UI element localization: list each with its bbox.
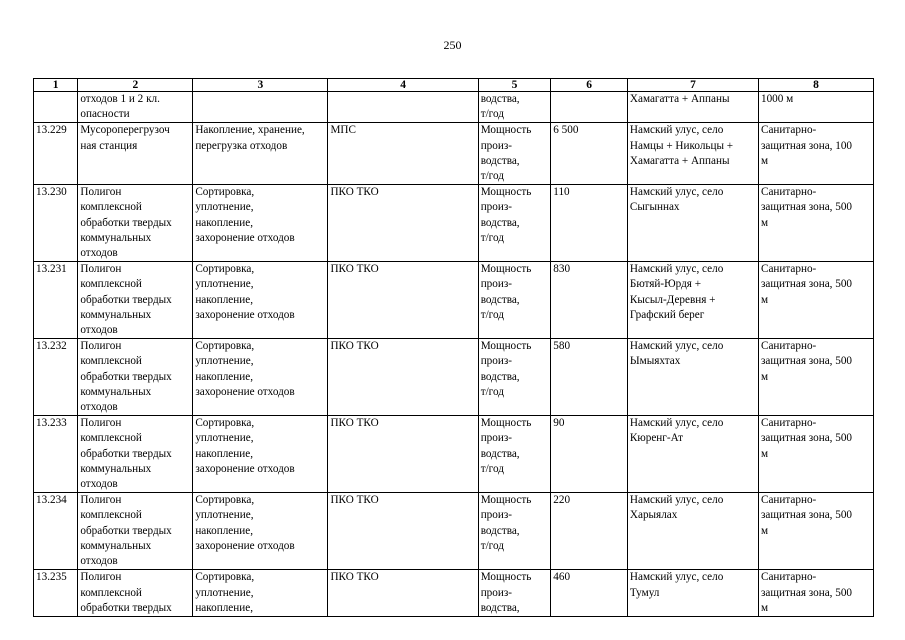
zone-cell: Санитарно- защитная зона, 500 м <box>758 416 873 493</box>
column-header: 2 <box>78 79 193 92</box>
capacity-value-cell: 6 500 <box>551 123 628 185</box>
activity-cell: Сортировка, уплотнение, накопление, захоронение отходов <box>193 493 328 570</box>
capacity-unit-cell: Мощность произ- водства, т/год <box>478 123 551 185</box>
activity-cell: Сортировка, уплотнение, накопление, <box>193 570 328 617</box>
zone-cell: 1000 м <box>758 92 873 123</box>
table-header-row <box>34 79 874 92</box>
location-cell: Намский улус, село Намцы + Никольцы + Хамагатта + Аппаны <box>627 123 758 185</box>
object-name: Полигон комплексной обработки твердых <box>78 570 193 617</box>
abbreviation-cell: ПКО ТКО <box>328 570 478 617</box>
capacity-value-cell: 460 <box>551 570 628 617</box>
zone-cell: Санитарно- защитная зона, 500 м <box>758 493 873 570</box>
abbreviation-cell <box>328 92 478 123</box>
zone-cell: Санитарно- защитная зона, 500 м <box>758 185 873 262</box>
capacity-value-cell: 220 <box>551 493 628 570</box>
object-name: Полигон комплексной обработки твердых коммунальных отходов <box>78 262 193 339</box>
abbreviation-cell: ПКО ТКО <box>328 185 478 262</box>
capacity-value-cell: 830 <box>551 262 628 339</box>
activity-cell: Сортировка, уплотнение, накопление, захоронение отходов <box>193 339 328 416</box>
activity-cell <box>193 92 328 123</box>
location-cell: Хамагатта + Аппаны <box>627 92 758 123</box>
column-header: 1 <box>34 79 78 92</box>
entry-number: 13.234 <box>34 493 78 570</box>
table-row <box>34 123 874 185</box>
column-header: 5 <box>478 79 551 92</box>
column-header: 4 <box>328 79 478 92</box>
table-row <box>34 262 874 339</box>
location-cell: Намский улус, село Сыгыннах <box>627 185 758 262</box>
capacity-unit-cell: Мощность произ- водства, т/год <box>478 339 551 416</box>
table-row <box>34 416 874 493</box>
column-header: 3 <box>193 79 328 92</box>
table-row <box>34 92 874 123</box>
activity-cell: Сортировка, уплотнение, накопление, захоронение отходов <box>193 416 328 493</box>
capacity-unit-cell: Мощность произ- водства, т/год <box>478 185 551 262</box>
data-table <box>33 78 874 617</box>
location-cell: Намский улус, село Тумул <box>627 570 758 617</box>
table-row <box>34 339 874 416</box>
capacity-unit-cell: Мощность произ- водства, т/год <box>478 493 551 570</box>
zone-cell: Санитарно- защитная зона, 100 м <box>758 123 873 185</box>
location-cell: Намский улус, село Ымыяхтах <box>627 339 758 416</box>
activity-cell: Сортировка, уплотнение, накопление, захоронение отходов <box>193 185 328 262</box>
object-name: Мусороперегрузоч ная станция <box>78 123 193 185</box>
location-cell: Намский улус, село Харыялах <box>627 493 758 570</box>
location-cell: Намский улус, село Бютяй-Юрдя + Кысыл-Деревня + Графский берег <box>627 262 758 339</box>
page-number: 250 <box>443 38 462 52</box>
capacity-unit-cell: Мощность произ- водства, <box>478 570 551 617</box>
entry-number: 13.229 <box>34 123 78 185</box>
object-name: отходов 1 и 2 кл. опасности <box>78 92 193 123</box>
table-row <box>34 185 874 262</box>
capacity-value-cell: 110 <box>551 185 628 262</box>
entry-number: 13.231 <box>34 262 78 339</box>
abbreviation-cell: МПС <box>328 123 478 185</box>
object-name: Полигон комплексной обработки твердых коммунальных отходов <box>78 416 193 493</box>
capacity-value-cell <box>551 92 628 123</box>
column-header: 6 <box>551 79 628 92</box>
object-name: Полигон комплексной обработки твердых коммунальных отходов <box>78 185 193 262</box>
abbreviation-cell: ПКО ТКО <box>328 262 478 339</box>
zone-cell: Санитарно- защитная зона, 500 м <box>758 570 873 617</box>
zone-cell: Санитарно- защитная зона, 500 м <box>758 339 873 416</box>
abbreviation-cell: ПКО ТКО <box>328 416 478 493</box>
entry-number: 13.230 <box>34 185 78 262</box>
entry-number <box>34 92 78 123</box>
table-row <box>34 570 874 617</box>
abbreviation-cell: ПКО ТКО <box>328 339 478 416</box>
table-row <box>34 493 874 570</box>
capacity-unit-cell: Мощность произ- водства, т/год <box>478 416 551 493</box>
column-header: 8 <box>758 79 873 92</box>
zone-cell: Санитарно- защитная зона, 500 м <box>758 262 873 339</box>
activity-cell: Сортировка, уплотнение, накопление, захоронение отходов <box>193 262 328 339</box>
object-name: Полигон комплексной обработки твердых коммунальных отходов <box>78 339 193 416</box>
capacity-unit-cell: водства, т/год <box>478 92 551 123</box>
column-header: 7 <box>627 79 758 92</box>
capacity-unit-cell: Мощность произ- водства, т/год <box>478 262 551 339</box>
abbreviation-cell: ПКО ТКО <box>328 493 478 570</box>
object-name: Полигон комплексной обработки твердых коммунальных отходов <box>78 493 193 570</box>
entry-number: 13.235 <box>34 570 78 617</box>
activity-cell: Накопление, хранение, перегрузка отходов <box>193 123 328 185</box>
entry-number: 13.232 <box>34 339 78 416</box>
entry-number: 13.233 <box>34 416 78 493</box>
capacity-value-cell: 90 <box>551 416 628 493</box>
capacity-value-cell: 580 <box>551 339 628 416</box>
location-cell: Намский улус, село Кюренг-Ат <box>627 416 758 493</box>
